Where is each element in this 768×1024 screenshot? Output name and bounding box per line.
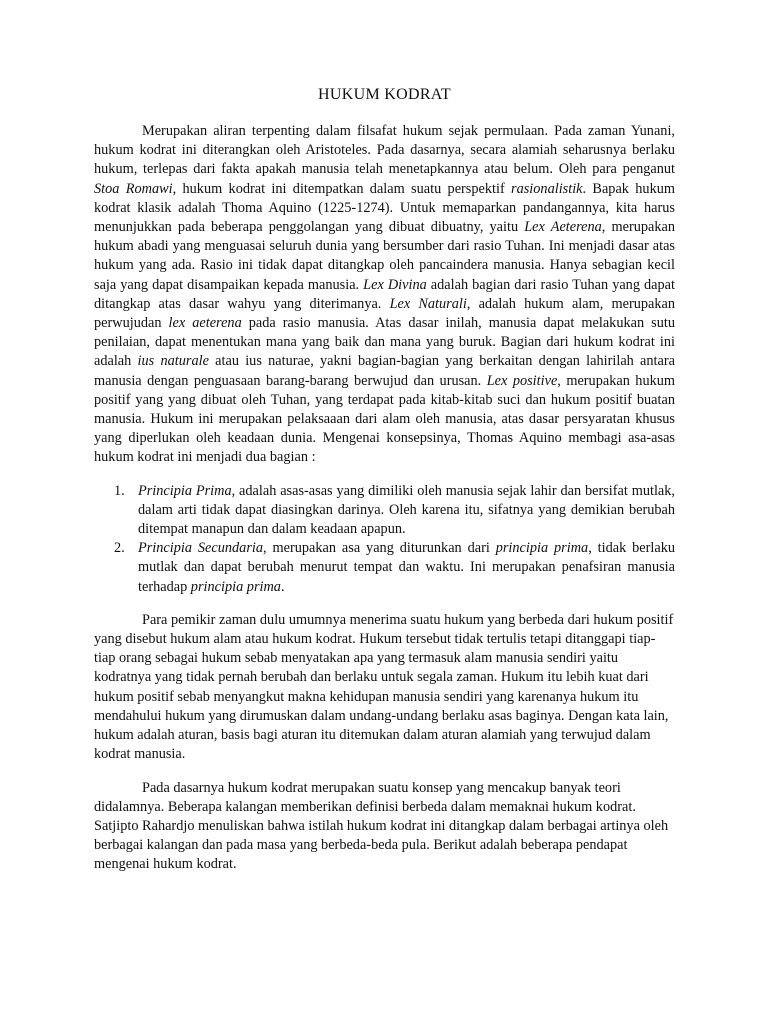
italic-term: Lex Naturali [389, 295, 467, 312]
text-run: , merupakan asa yang diturunkan dari [263, 540, 496, 557]
text-run: , adalah asas-asas yang dimiliki oleh manusia sejak lahir dan bersifat mutlak, dalam arti tidak dapat diasingkan darinya. Oleh karena itu, sifatnya yang demikian berubah ditempat manapun dan dalam keadaan apapun. [138, 482, 675, 538]
list-number: 1. [114, 482, 125, 499]
text-run: atau ius naturae, yakni bagian-bagian yang berkaitan dengan lahirilah antara manusia dengan penguasaan barang-barang berwujud dan urusan. [94, 353, 675, 389]
italic-term: lex aeterena [168, 315, 242, 332]
text-run: , hukum kodrat ini ditempatkan dalam suatu perspektif [172, 180, 512, 197]
italic-term: Principia Prima [138, 482, 232, 499]
italic-term: ius naturale [137, 353, 209, 370]
paragraph-pemikir: Para pemikir zaman dulu umumnya menerima suatu hukum yang berbeda dari hukum positif yang disebut hukum alam atau hukum kodrat. Hukum tersebut tidak tertulis tetapi ditanggapi tiap-tiap orang sebagai hukum sebab menyatakan apa yang termasuk alam manusia sendiri yaitu kodratnya yang tidak pernah berubah dan berlaku untuk segala zaman. Hukum itu lebih kuat dari hukum positif sebab menyangkut makna kehidupan manusia sendiri yang karenanya hukum itu mendahului hukum yang dirumuskan dalam undang-undang berlaku asas baginya. Dengan kata lain, hukum adalah aturan, basis bagi aturan itu ditemukan dalam aturan alamiah yang terwujud dalam kodrat manusia. [94, 611, 674, 763]
italic-term: Principia Secundaria [138, 540, 264, 557]
document-page [94, 86, 675, 875]
list-item [94, 539, 675, 597]
paragraph-intro [94, 122, 675, 468]
italic-term: principia prima [495, 540, 589, 557]
text-run: , adalah hukum alam, merupakan perwujudan [94, 295, 675, 332]
text-run: adalah bagian dari rasio Tuhan yang dapat ditangkap atas dasar wahyu yang diterimanya. [94, 276, 675, 312]
text-run: merupakan hukum positif yang yang dibuat oleh Tuhan, yang terdapat pada kitab-kitab suci dan hukum positif buatan manusia. Hukum ini merupakan pelaksaaan dari alam oleh manusia, atas dasar persyaratan khusus yang diperlukan oleh keadaan dunia. Mengenai konsepsinya, Thomas Aquino membagi asa-asas hukum kodrat ini menjadi dua bagian : [94, 372, 676, 466]
italic-term: rasionalistik [511, 180, 583, 197]
italic-term: Lex Aeterena [524, 219, 602, 236]
paragraph-konsep: Pada dasarnya hukum kodrat merupakan suatu konsep yang mencakup banyak teori didalamnya. Beberapa kalangan memberikan definisi berbeda dalam memaknai hukum kodrat. Satjipto Rahardjo menuliskan bahwa istilah hukum kodrat ini ditangkap dalam berbagai artinya oleh berbagai kalangan dan pada masa yang berbeda-beda pula. Berikut adalah beberapa pendapat mengenai hukum kodrat. [94, 779, 669, 873]
italic-term: Lex Divina [363, 276, 427, 293]
text-run: , merupakan hukum abadi yang menguasai seluruh dunia yang bersumber dari rasio Tuhan. Ini menjadi dasar atas hukum yang ada. Rasio ini tidak dapat ditangkap oleh pancaindera manusia. Hanya sebagian kecil saja yang dapat disampaikan kepada manusia. [94, 219, 675, 293]
italic-term: Stoa Romawi [94, 180, 173, 197]
text-run: pada rasio manusia. Atas dasar inilah, manusia dapat melakukan sutu penilaian, dapat menentukan mana yang baik dan mana yang buruk. Bagian dari hukum kodrat ini adalah [94, 315, 675, 370]
document-title: HUKUM KODRAT [318, 86, 451, 103]
text-run: Merupakan aliran terpenting dalam filsafat hukum sejak permulaan. Pada zaman Yunani, hukum kodrat ini diterangkan oleh Aristoteles. Pada dasarnya, secara alamiah seharusnya berlaku hukum, terlepas dari fakta apakah manusia telah menetapkannya atau belum. Oleh para penganut [94, 123, 675, 178]
text-run: . [280, 578, 285, 595]
italic-term: principia prima [190, 578, 281, 595]
italic-term: Lex positive, [486, 372, 561, 389]
principia-list [94, 482, 675, 597]
text-run: . Bapak hukum kodrat klasik adalah Thoma Aquino (1225-1274). Untuk memaparkan pandangannya, kita harus menunjukkan pada beberapa penggolangan yang dibuat dibuatny, yaitu [94, 180, 675, 236]
list-item [94, 482, 675, 540]
text-run: , tidak berlaku mutlak dan dapat berubah menurut tempat dan waktu. Ini merupakan penafsiran manusia terhadap [138, 540, 676, 595]
list-number: 2. [114, 540, 125, 557]
